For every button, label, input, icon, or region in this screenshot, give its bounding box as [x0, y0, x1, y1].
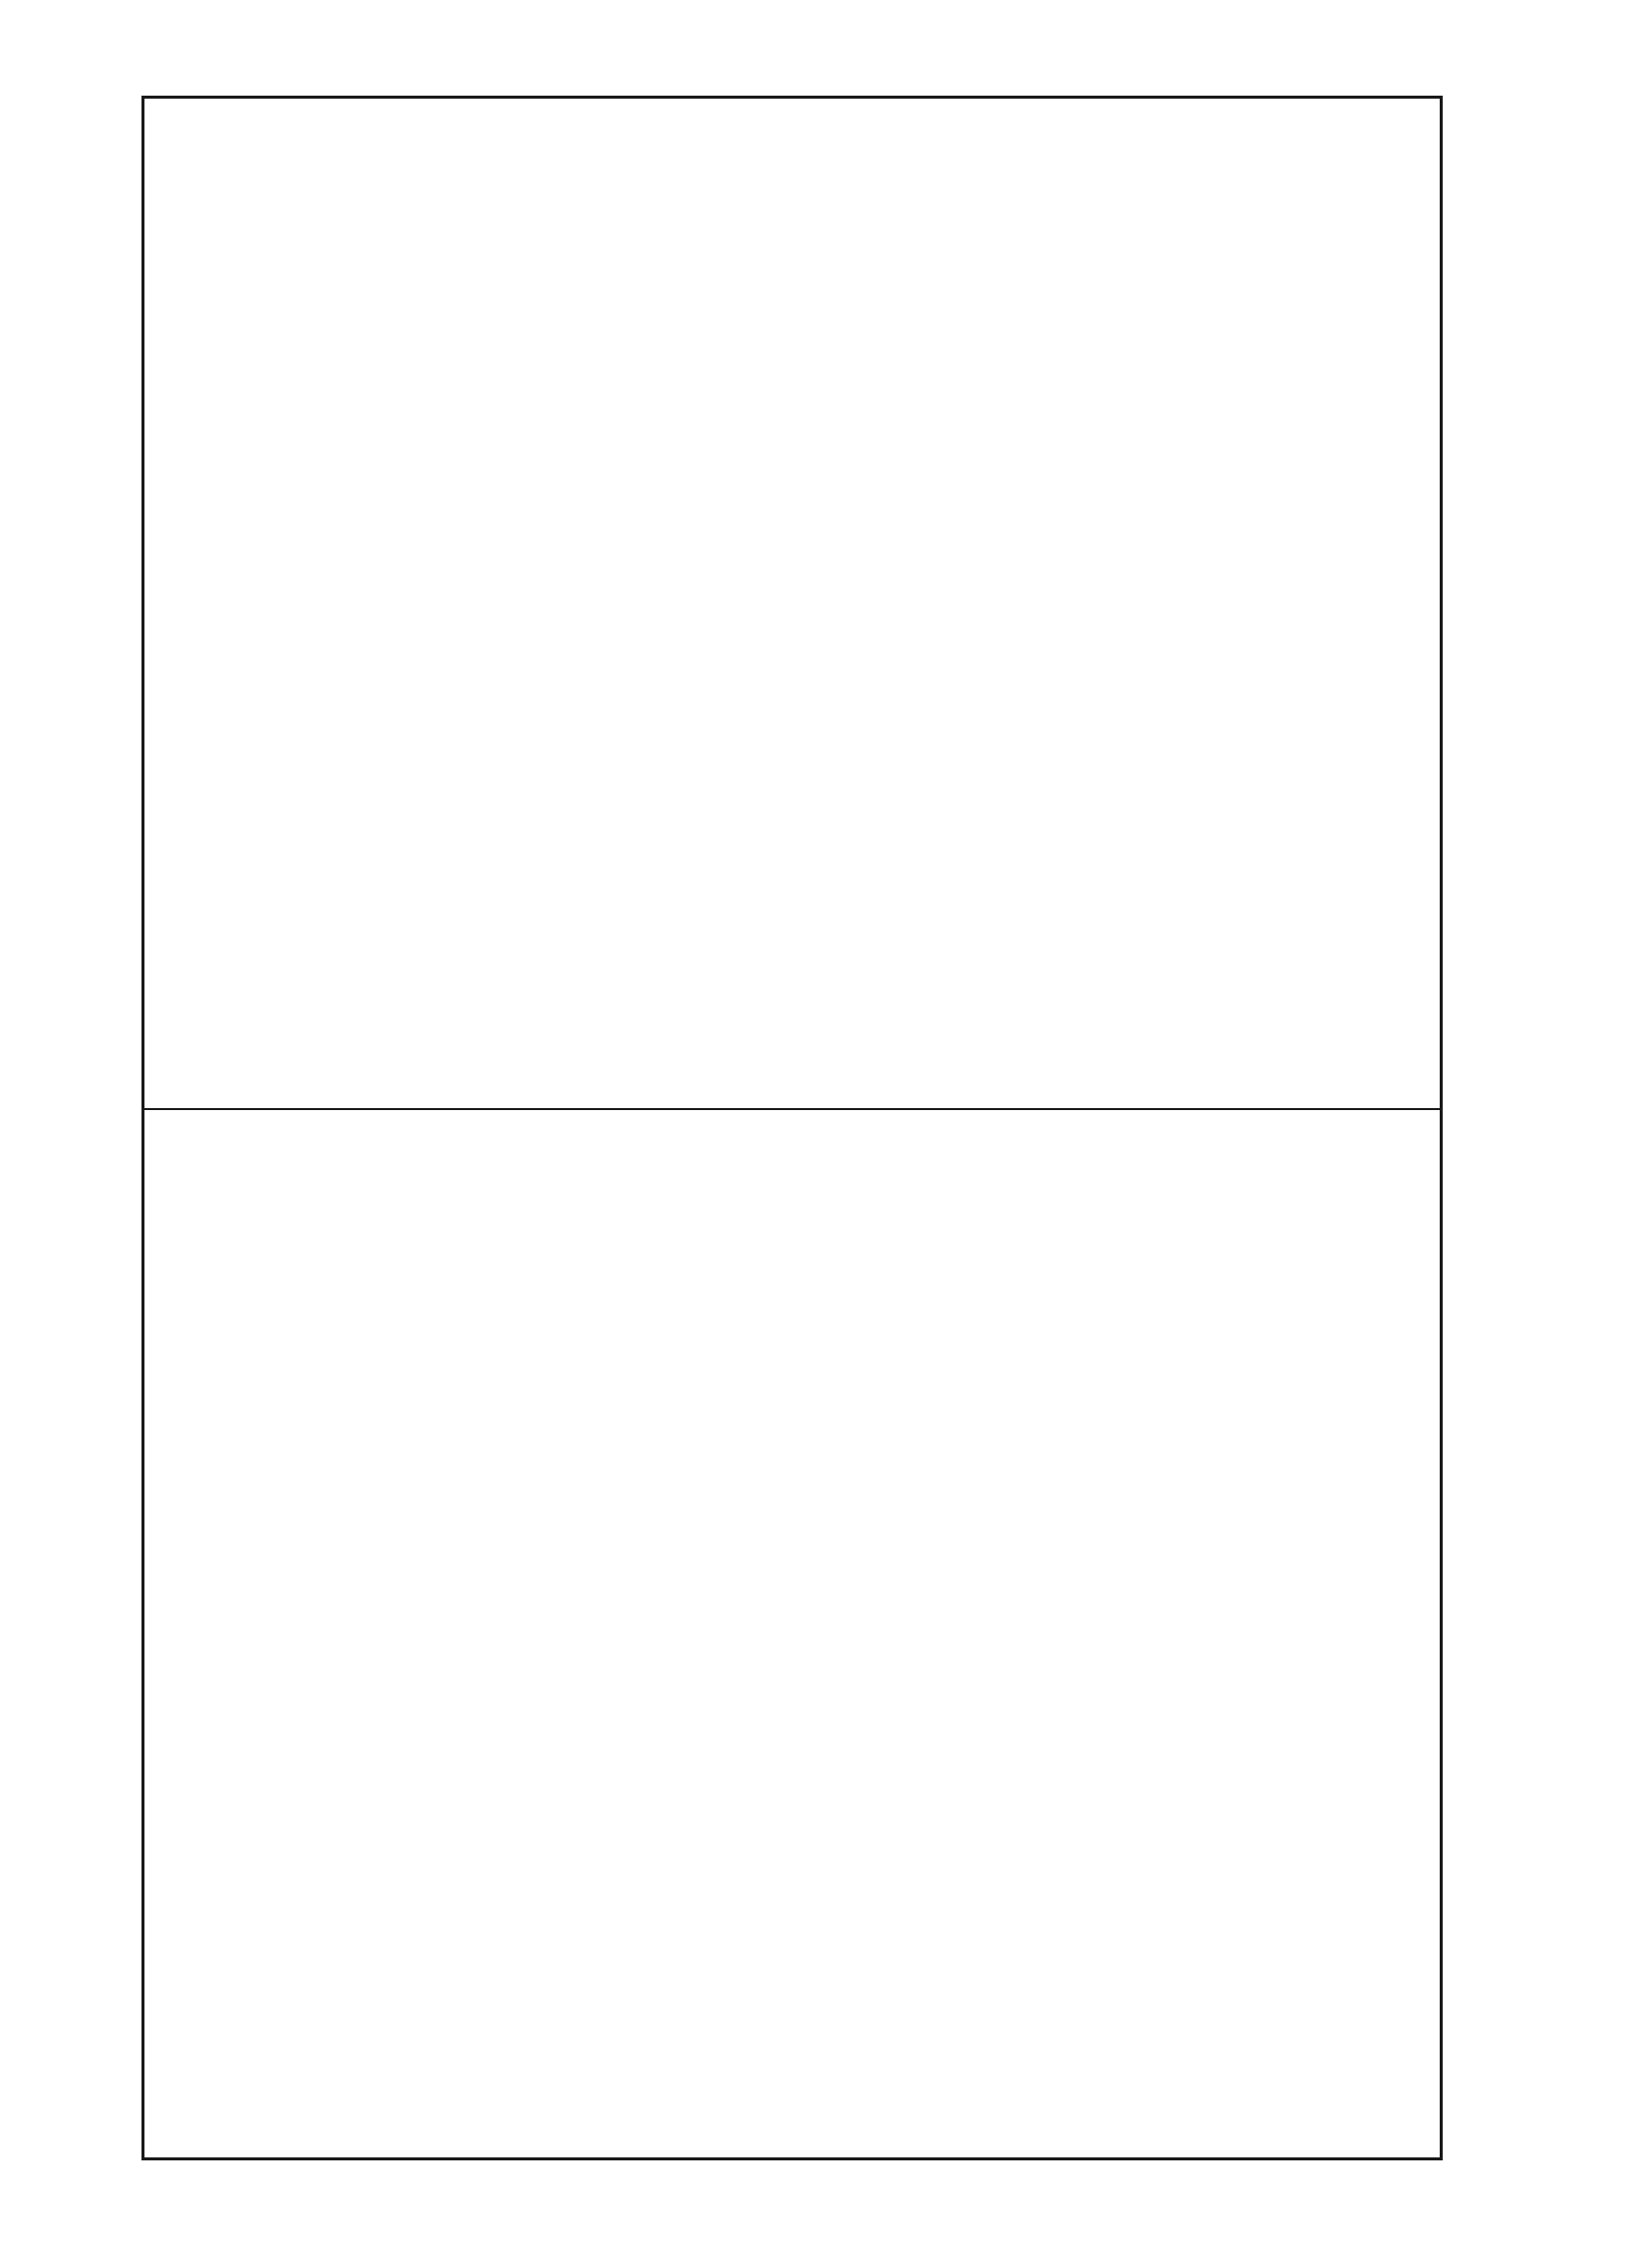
- upper-text-block: [144, 99, 1440, 1107]
- lower-text-block: [144, 1110, 1440, 2158]
- upper-columns: [144, 99, 1440, 1107]
- lower-columns: [144, 1110, 1440, 2158]
